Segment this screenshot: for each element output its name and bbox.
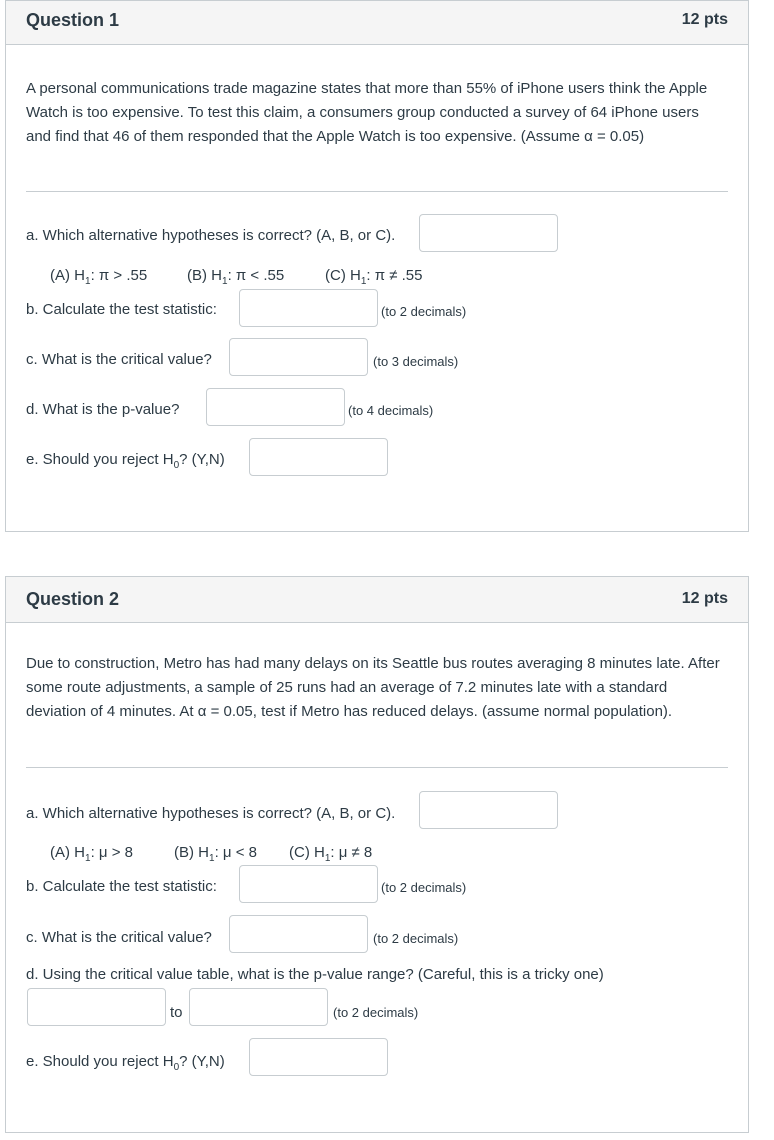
question-1-header (6, 1, 748, 45)
q2-answer-c[interactable] (229, 915, 368, 953)
q2-range-to: to (170, 1004, 183, 1021)
question-1-divider (26, 191, 728, 192)
q1-answer-a[interactable] (419, 214, 558, 252)
q1-part-b-label: b. Calculate the test statistic: (26, 301, 217, 318)
question-2-card (5, 576, 749, 1133)
q1-option-a: (A) $H_1$: π > .55 (50, 267, 148, 287)
q2-part-a-label: a. Which alternative hypotheses is correct? (A, B, or C). (26, 805, 396, 822)
question-1-points: 12 pts (681, 11, 728, 28)
question-2-stem: Due to construction, Metro has had many delays on its Seattle bus routes averaging 8 minutes late. After some route adjustments, a sample of 25 runs had an average of 7.2 minutes late with a standard deviation of 4 minutes. At α = 0.05, test if Metro has reduced delays. (assume normal population). (26, 655, 720, 720)
q1-answer-c[interactable] (229, 338, 368, 376)
q2-part-e-label: e. Should you reject $H_0$? (Y,N) (26, 1053, 225, 1073)
question-1-card (5, 0, 749, 532)
q2-answer-a[interactable] (419, 791, 558, 829)
question-2-title: Question 2 (26, 589, 120, 609)
q2-part-b-label: b. Calculate the test statistic: (26, 878, 217, 895)
q1-option-c: (C) $H_1$: π ≠ .55 (325, 267, 423, 287)
q2-hint-d: (to 2 decimals) (333, 1005, 419, 1020)
q1-option-b: (B) $H_1$: π < .55 (187, 267, 285, 287)
q2-part-c-label: c. What is the critical value? (26, 929, 212, 946)
q1-answer-e[interactable] (249, 438, 388, 476)
q1-part-d-label: d. What is the p-value? (26, 401, 180, 418)
q1-hint-c: (to 3 decimals) (373, 354, 459, 369)
q1-part-c-label: c. What is the critical value? (26, 351, 212, 368)
q2-range-from[interactable] (27, 988, 166, 1026)
q2-hint-b: (to 2 decimals) (381, 880, 467, 895)
q2-answer-b[interactable] (239, 865, 378, 903)
q2-hint-c: (to 2 decimals) (373, 931, 459, 946)
q1-part-a-label: a. Which alternative hypotheses is correct? (A, B, or C). (26, 227, 396, 244)
question-2-divider (26, 767, 728, 768)
q1-answer-b[interactable] (239, 289, 378, 327)
question-1-stem: A personal communications trade magazine states that more than 55% of iPhone users think the Apple Watch is too expensive. To test this claim, a consumers group conducted a survey of 64 iPhone users and find that 46 of them responded that the Apple Watch is too expensive. (Assume α = 0.05) (26, 80, 708, 145)
q2-option-c: (C) $H_1$: μ ≠ 8 (289, 844, 373, 864)
q1-answer-d[interactable] (206, 388, 345, 426)
q2-part-d-label: d. Using the critical value table, what is the p-value range? (Careful, this is a tricky one) (26, 966, 604, 983)
question-2-header (6, 577, 748, 623)
q1-hint-d: (to 4 decimals) (348, 403, 434, 418)
q1-hint-b: (to 2 decimals) (381, 304, 467, 319)
q2-range-to-input[interactable] (189, 988, 328, 1026)
q2-option-b: (B) $H_1$: μ < 8 (174, 844, 257, 864)
question-2-points: 12 pts (681, 590, 728, 607)
q2-option-a: (A) $H_1$: μ > 8 (50, 844, 133, 864)
q1-part-e-label: e. Should you reject $H_0$? (Y,N) (26, 451, 225, 471)
question-1-title: Question 1 (26, 10, 120, 30)
q2-answer-e[interactable] (249, 1038, 388, 1076)
